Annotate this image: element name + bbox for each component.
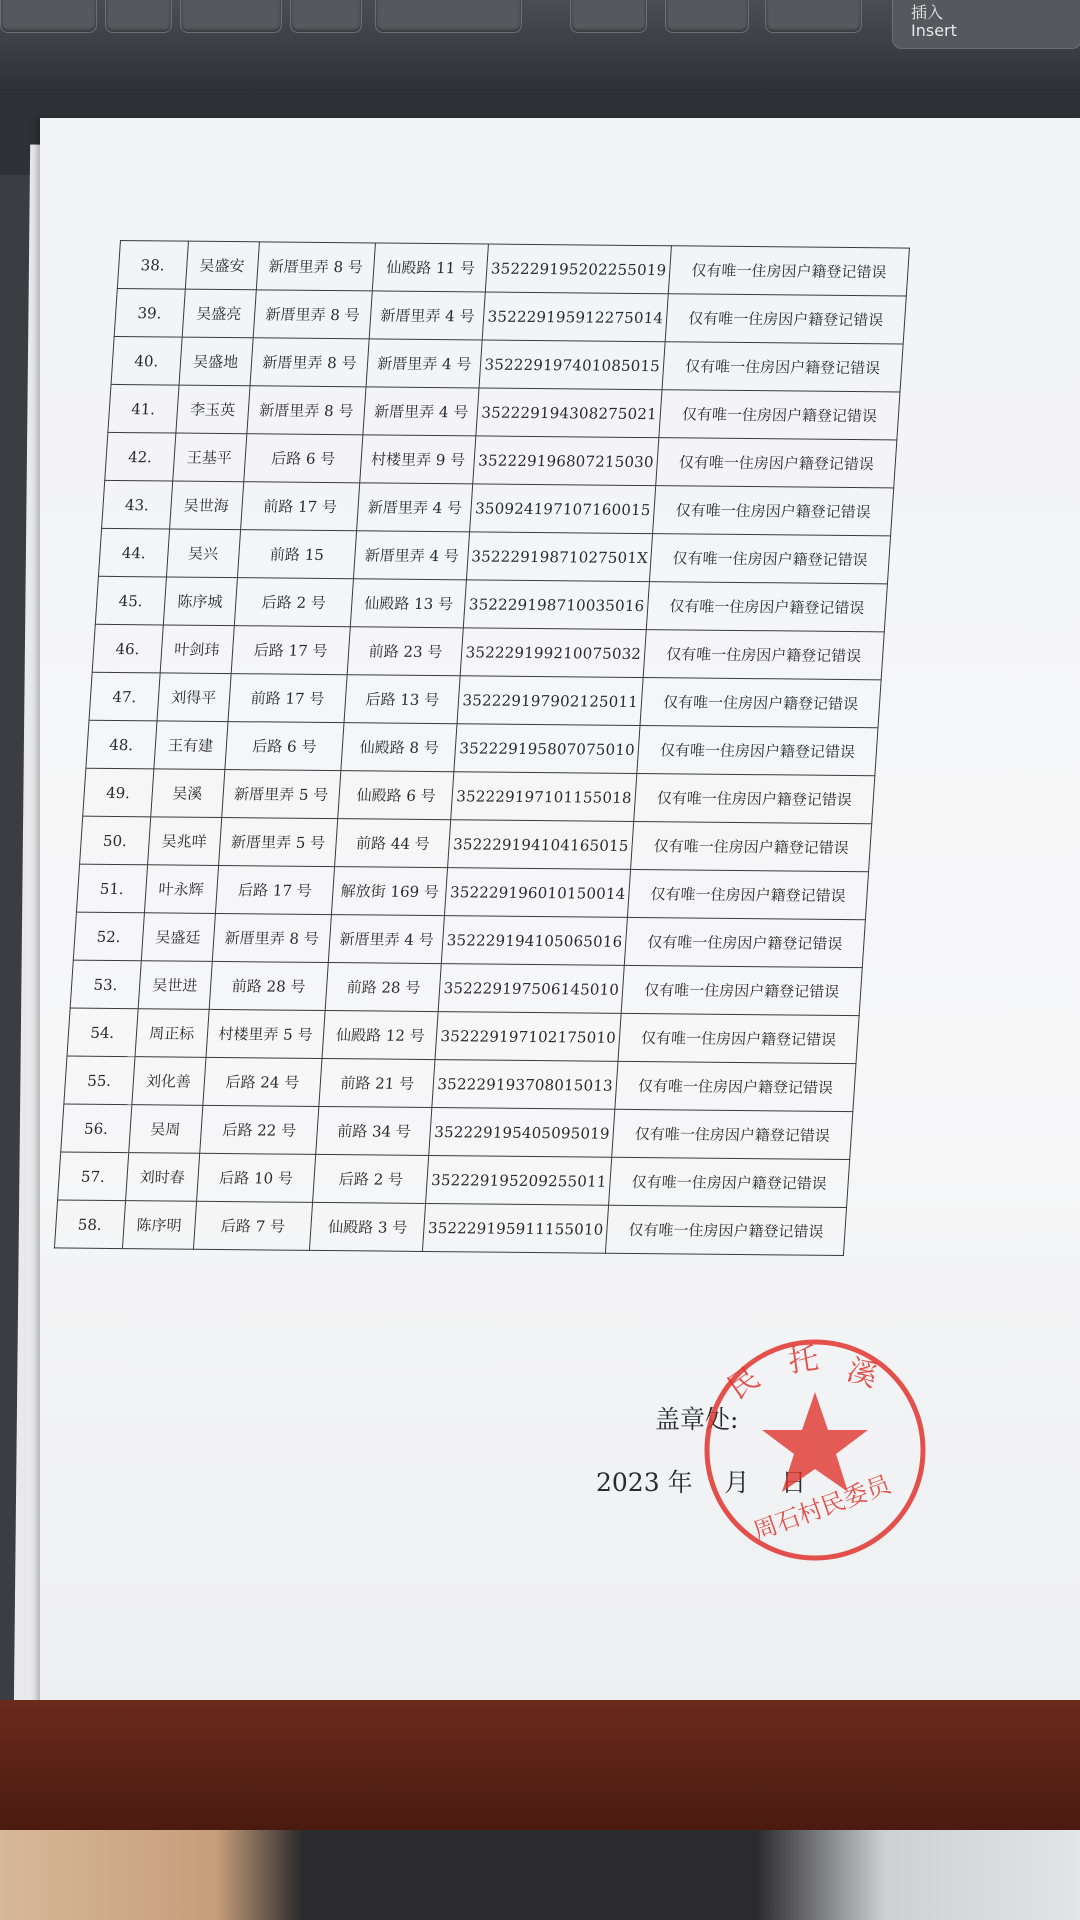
residence-address-cell: 新厝里弄 4 号	[369, 291, 485, 340]
reason-cell: 仅有唯一住房因户籍登记错误	[656, 438, 897, 488]
reason-cell: 仅有唯一住房因户籍登记错误	[612, 1109, 853, 1159]
registered-address-cell: 村楼里弄 5 号	[206, 1009, 326, 1058]
row-number-cell: 40.	[111, 336, 182, 385]
id-number-cell: 352229194308275021	[476, 388, 662, 438]
row-number-cell: 53.	[70, 960, 141, 1009]
residence-address-cell: 仙殿路 3 号	[310, 1202, 426, 1251]
floor-background	[0, 1830, 1080, 1920]
svg-text:溪: 溪	[842, 1352, 882, 1395]
id-number-cell: 352229197102175010	[435, 1012, 621, 1062]
registered-address-cell: 后路 6 号	[224, 722, 344, 771]
insert-key	[892, 0, 1080, 49]
registered-address-cell: 新厝里弄 8 号	[250, 338, 370, 387]
person-name-cell: 陈序城	[163, 577, 237, 626]
row-number-cell: 57.	[58, 1152, 129, 1201]
registered-address-cell: 后路 17 号	[231, 626, 351, 675]
reason-cell: 仅有唯一住房因户籍登记错误	[662, 342, 903, 392]
person-name-cell: 陈序明	[122, 1201, 196, 1250]
residence-address-cell: 新厝里弄 4 号	[363, 387, 479, 436]
registered-address-cell: 新厝里弄 8 号	[256, 242, 376, 291]
residence-address-cell: 村楼里弄 9 号	[360, 435, 476, 484]
table-row	[111, 336, 903, 392]
official-seal	[695, 1330, 935, 1570]
table-row	[76, 864, 868, 920]
residence-address-cell: 前路 28 号	[325, 963, 441, 1012]
reason-cell: 仅有唯一住房因户籍登记错误	[624, 917, 865, 967]
table-row	[64, 1056, 856, 1112]
insert-key-label-cn: 插入	[911, 3, 944, 22]
stamp-label: 盖章处:	[655, 1405, 739, 1434]
id-number-cell: 350924197107160015	[470, 484, 656, 534]
residence-address-cell: 仙殿路 13 号	[351, 579, 467, 628]
registered-address-cell: 后路 7 号	[193, 1201, 313, 1250]
registered-address-cell: 新厝里弄 5 号	[218, 817, 338, 866]
residence-address-cell: 前路 23 号	[347, 627, 463, 676]
residence-address-cell: 解放街 169 号	[332, 867, 448, 916]
reason-cell: 仅有唯一住房因户籍登记错误	[628, 869, 869, 919]
row-number-cell: 43.	[102, 480, 173, 529]
svg-text:民: 民	[721, 1360, 767, 1407]
id-number-cell: 352229194104165015	[448, 820, 634, 870]
registered-address-cell: 后路 22 号	[199, 1105, 319, 1154]
reason-cell: 仅有唯一住房因户籍登记错误	[653, 486, 894, 536]
person-name-cell: 吴溪	[150, 769, 224, 818]
reason-cell: 仅有唯一住房因户籍登记错误	[665, 294, 906, 344]
table-row	[80, 816, 872, 872]
registered-address-cell: 前路 17 号	[228, 674, 348, 723]
row-number-cell: 39.	[114, 288, 185, 337]
svg-text:周石村民委员: 周石村民委员	[749, 1470, 895, 1546]
person-name-cell: 王基平	[172, 433, 246, 482]
registered-address-cell: 后路 6 号	[243, 434, 363, 483]
id-number-cell: 352229195202255019	[486, 244, 672, 294]
row-number-cell: 52.	[73, 912, 144, 961]
id-number-cell: 352229197401085015	[479, 340, 665, 390]
registered-address-cell: 后路 24 号	[202, 1057, 322, 1106]
id-number-cell: 352229195911155010	[423, 1203, 609, 1253]
row-number-cell: 45.	[95, 576, 166, 625]
person-name-cell: 吴世进	[138, 961, 212, 1010]
row-number-cell: 38.	[117, 241, 188, 290]
table-row	[61, 1104, 853, 1160]
residence-address-cell: 后路 2 号	[313, 1154, 429, 1203]
keyboard	[0, 0, 1080, 95]
table-row	[67, 1008, 859, 1064]
reason-cell: 仅有唯一住房因户籍登记错误	[631, 821, 872, 871]
keyboard-key	[375, 0, 522, 33]
registered-address-cell: 新厝里弄 8 号	[247, 386, 367, 435]
residence-address-cell: 新厝里弄 4 号	[354, 531, 470, 580]
keyboard-key	[180, 0, 282, 33]
id-number-cell: 352229194105065016	[442, 916, 628, 966]
registered-address-cell: 新厝里弄 8 号	[212, 913, 332, 962]
row-number-cell: 54.	[67, 1008, 138, 1057]
table-row	[86, 720, 878, 776]
row-number-cell: 50.	[80, 816, 151, 865]
table-row	[105, 432, 897, 488]
reason-cell: 仅有唯一住房因户籍登记错误	[650, 534, 891, 584]
reason-cell: 仅有唯一住房因户籍登记错误	[640, 678, 881, 728]
row-number-cell: 56.	[61, 1104, 132, 1153]
person-name-cell: 吴盛亮	[182, 289, 256, 338]
reason-cell: 仅有唯一住房因户籍登记错误	[646, 582, 887, 632]
id-number-cell: 352229195209255011	[426, 1156, 612, 1206]
row-number-cell: 46.	[92, 624, 163, 673]
row-number-cell: 55.	[64, 1056, 135, 1105]
person-name-cell: 刘化善	[131, 1057, 205, 1106]
table-row	[73, 912, 865, 968]
registered-address-cell: 后路 17 号	[215, 865, 335, 914]
registered-address-cell: 新厝里弄 8 号	[253, 290, 373, 339]
id-number-cell: 352229198710035016	[464, 580, 650, 630]
residence-address-cell: 后路 13 号	[344, 675, 460, 724]
row-number-cell: 58.	[54, 1200, 125, 1249]
person-name-cell: 刘时春	[125, 1153, 199, 1202]
table-row	[58, 1152, 850, 1208]
keyboard-key	[665, 0, 749, 33]
residence-address-cell: 仙殿路 8 号	[341, 723, 457, 772]
reason-cell: 仅有唯一住房因户籍登记错误	[609, 1157, 850, 1207]
registered-address-cell: 前路 28 号	[209, 961, 329, 1010]
reason-cell: 仅有唯一住房因户籍登记错误	[618, 1013, 859, 1063]
id-number-cell: 352229196010150014	[445, 868, 631, 918]
table-row	[95, 576, 887, 632]
reason-cell: 仅有唯一住房因户籍登记错误	[615, 1061, 856, 1111]
registered-address-cell: 后路 2 号	[234, 578, 354, 627]
row-number-cell: 44.	[98, 528, 169, 577]
id-number-cell: 352229195807075010	[454, 724, 640, 774]
registered-address-cell: 前路 17 号	[240, 482, 360, 531]
residence-address-cell: 仙殿路 6 号	[338, 771, 454, 820]
residence-address-cell: 前路 44 号	[335, 819, 451, 868]
reason-cell: 仅有唯一住房因户籍登记错误	[621, 965, 862, 1015]
reason-cell: 仅有唯一住房因户籍登记错误	[634, 773, 875, 823]
person-name-cell: 吴兆咩	[147, 817, 221, 866]
table-row	[102, 480, 894, 536]
residence-address-cell: 新厝里弄 4 号	[329, 915, 445, 964]
table-row	[108, 384, 900, 440]
registered-address-cell: 前路 15	[237, 530, 357, 579]
keyboard-key	[290, 0, 362, 33]
keyboard-key	[105, 0, 172, 33]
table-row	[83, 768, 875, 824]
person-name-cell: 吴盛地	[179, 337, 253, 386]
table-row	[70, 960, 862, 1016]
reason-cell: 仅有唯一住房因户籍登记错误	[643, 630, 884, 680]
person-name-cell: 吴盛廷	[141, 913, 215, 962]
document-content	[54, 240, 980, 1257]
residence-address-cell: 仙殿路 12 号	[322, 1011, 438, 1060]
date-line: 2023 年 月 日	[596, 1468, 807, 1497]
table-row	[54, 1200, 846, 1256]
insert-key-label: Insert	[911, 21, 957, 40]
person-name-cell: 吴周	[128, 1105, 202, 1154]
id-number-cell: 35222919871027501X	[467, 532, 653, 582]
residence-address-cell: 新厝里弄 4 号	[366, 339, 482, 388]
registered-address-cell: 新厝里弄 5 号	[221, 770, 341, 819]
svg-text:托: 托	[786, 1341, 821, 1380]
partial-red-seal	[1075, 768, 1080, 968]
person-name-cell: 吴世海	[169, 481, 243, 530]
person-name-cell: 周正标	[135, 1009, 209, 1058]
residence-address-cell: 前路 21 号	[319, 1058, 435, 1107]
row-number-cell: 49.	[83, 768, 154, 817]
id-number-cell: 352229196807215030	[473, 436, 659, 486]
row-number-cell: 41.	[108, 384, 179, 433]
row-number-cell: 47.	[89, 672, 160, 721]
id-number-cell: 352229193708015013	[432, 1060, 618, 1110]
id-number-cell: 352229195405095019	[429, 1108, 615, 1158]
table-row	[92, 624, 884, 680]
table-row	[89, 672, 881, 728]
reason-cell: 仅有唯一住房因户籍登记错误	[659, 390, 900, 440]
keyboard-key	[570, 0, 647, 33]
residence-address-cell: 前路 34 号	[316, 1106, 432, 1155]
person-name-cell: 刘得平	[157, 673, 231, 722]
residence-address-cell: 仙殿路 11 号	[373, 243, 489, 292]
person-name-cell: 吴盛安	[185, 241, 259, 290]
keyboard-key	[0, 0, 97, 33]
id-number-cell: 352229199210075032	[461, 628, 647, 678]
reason-cell: 仅有唯一住房因户籍登记错误	[606, 1205, 847, 1255]
row-number-cell: 48.	[86, 720, 157, 769]
person-name-cell: 吴兴	[166, 529, 240, 578]
reason-cell: 仅有唯一住房因户籍登记错误	[637, 726, 878, 776]
person-name-cell: 王有建	[154, 721, 228, 770]
table-row	[98, 528, 890, 584]
table-row	[117, 241, 909, 297]
person-name-cell: 叶永辉	[144, 865, 218, 914]
id-number-cell: 352229197506145010	[439, 964, 625, 1014]
registered-address-cell: 后路 10 号	[196, 1153, 316, 1202]
row-number-cell: 51.	[76, 864, 147, 913]
table-row	[114, 288, 906, 344]
id-number-cell: 352229197101155018	[451, 772, 637, 822]
id-number-cell: 352229197902125011	[457, 676, 643, 726]
person-name-cell: 李玉英	[176, 385, 250, 434]
household-table	[54, 240, 910, 1256]
person-name-cell: 叶剑玮	[160, 625, 234, 674]
reason-cell: 仅有唯一住房因户籍登记错误	[668, 246, 909, 296]
id-number-cell: 352229195912275014	[483, 292, 669, 342]
keyboard-key	[765, 0, 862, 33]
residence-address-cell: 新厝里弄 4 号	[357, 483, 473, 532]
row-number-cell: 42.	[105, 432, 176, 481]
